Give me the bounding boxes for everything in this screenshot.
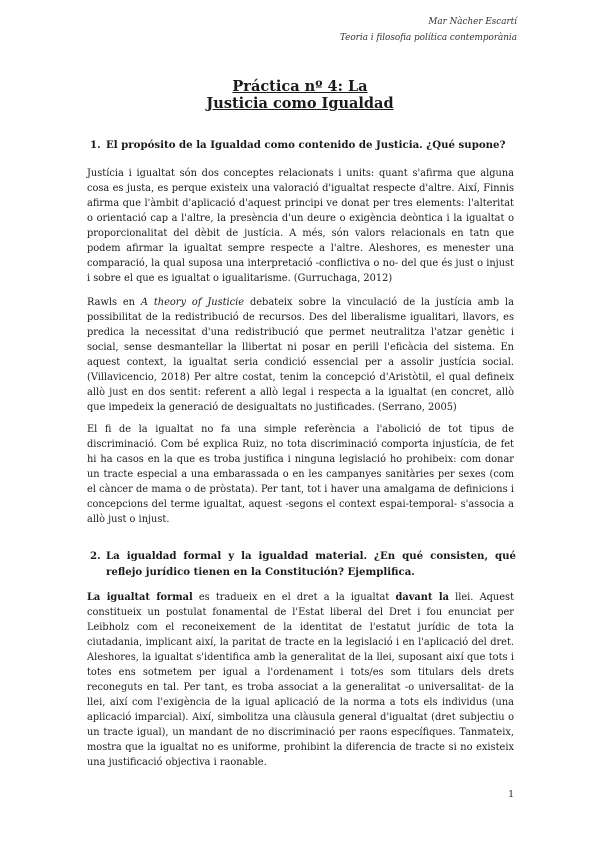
paragraph-4	[87, 590, 514, 770]
term-formal-equality: La igualtat formal	[87, 592, 193, 603]
page-number: 1	[508, 790, 514, 800]
header-course: Teoria i filosofia política contemporània	[340, 33, 517, 43]
question-2-number: 2.	[90, 550, 101, 562]
paragraph-4-mid: es tradueix en el dret a la igualtat	[192, 592, 396, 603]
question-1-text: El propósito de la Igualdad como contenido de Justicia. ¿Qué supone?	[106, 139, 506, 151]
title-line-2: Justicia como Igualdad	[206, 95, 394, 112]
question-2	[90, 548, 516, 580]
paragraph-3: El fi de la igualtat no fa una simple referència a l'abolició de tot tipus de discriminació. Com bé explica Ruiz, no tota discriminació comporta injustícia, de fet hi ha casos en la que es troba justifica i ninguna legislació ho prohibeix: com donar un tracte especial a una embarassada o en les campanyes sanitàries per sexes (com el càncer de mama o de pròstata). Per tant, tot i haver una amalgama de definicions i concepcions del terme igualtat, aquest -segons el context espai-temporal- s'associa a allò just o injust.	[87, 424, 514, 525]
page-header	[340, 14, 517, 46]
header-author: Mar Nàcher Escartí	[428, 17, 517, 27]
paragraph-2-pre: Rawls en	[87, 297, 141, 308]
paragraph-2-post: debateix sobre la vinculació de la justícia amb la possibilitat de la redistribució de recursos. Des del liberalisme igualitari, llavors, es predica la necessitat d'una redistribució que permet neutralitza l'atzar genètic i social, sense desmantellar la llibertat ni posar en perill l'eficàcia del sistema. En aquest context, la igualtat seria condició essencial per a assolir justícia social. (Villavicencio, 2018) Per altre costat, tenim la concepció d'Aristòtil, el qual defineix allò just en dos sentit: referent a allò legal i respecta a la igualtat (en concret, allò que impedeix la generació de desigualtats no justificades. (Serrano, 2005)	[87, 297, 514, 413]
paragraph-4-post: llei. Aquest constitueix un postulat fonamental de l'Estat liberal del Dret i fou enunciat per Leibholz com el reconeixement de la identitat de l'estatut jurídic de tota la ciutadania, implicant així, la paritat de tracte en la legislació i en l'aplicació del dret. Aleshores, la igualtat s'identifica amb la generalitat de la llei, suposant així que tots i totes ens sotmetem per igual a l'ordenament i tots/es som titulars dels drets reconeguts en tal. Per tant, es troba associat a la generalitat -o universalitat- de la llei, així com l'exigència de la igual aplicació de la norma a tots els individus (una aplicació imparcial). Així, simbolitza una clàusula general d'igualtat (dret subjectiu o un tracte igual), un mandant de no discriminació per raons específiques. Tanmateix, mostra que la igualtat no es uniforme, prohibint la diferencia de tracte si no existeix una justificació objectiva i raonable.	[87, 592, 515, 768]
paragraph-1: Justícia i igualtat són dos conceptes relacionats i units: quant s'afirma que alguna cosa es justa, es perque existeix una valoració d'igualtat respecte d'altre. Així, Finnis afirma que l'àmbit d'aplicació d'aquest principi ve donat per tres elements: l'alteritat o orientació cap a l'altre, la presència d'un deure o exigència deòntica i la igualtat o proporcionalitat del dèbit de justícia. A més, són valors relacionals en tatn que podem afirmar la igualtat sempre respecte a l'altre. Aleshores, es menester una comparació, la qual suposa una interpretació -conflictiva o no- del que és just o injust i sobre el que es igualtat o igualitarisme. (Gurruchaga, 2012)	[87, 168, 514, 284]
question-1	[90, 137, 526, 153]
paragraph-2	[87, 295, 514, 415]
question-1-number: 1.	[90, 139, 101, 151]
question-2-text: La igualdad formal y la igualdad material. ¿En qué consisten, qué reflejo jurídico tienen en la Constitución? Ejemplifica.	[106, 550, 516, 578]
term-before-the: davant la	[395, 592, 449, 603]
page-title	[0, 78, 600, 112]
book-title: A theory of Justicie	[140, 297, 245, 308]
title-line-1: Práctica nº 4: La	[232, 78, 368, 95]
